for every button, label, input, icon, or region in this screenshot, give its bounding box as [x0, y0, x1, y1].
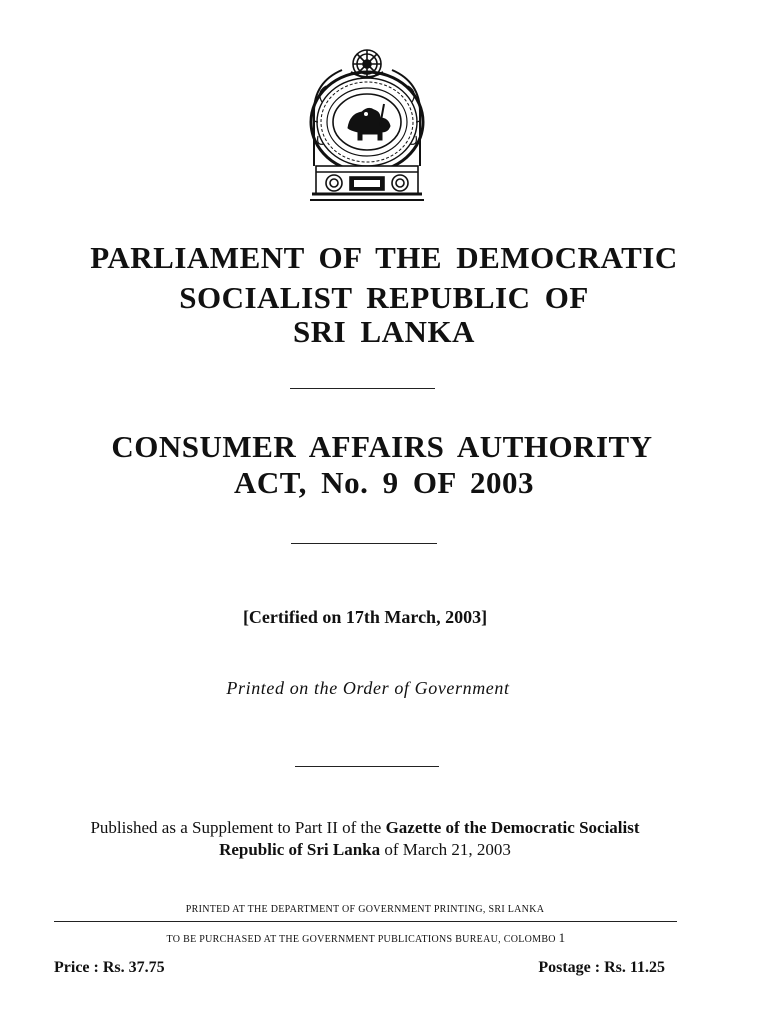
- purchase-note-text: TO BE PURCHASED AT THE GOVERNMENT PUBLICATIONS BUREAU, COLOMBO: [166, 934, 559, 945]
- gazette-name-part-1: Gazette of the Democratic Socialist: [385, 818, 640, 837]
- divider-1: [290, 388, 435, 389]
- divider-2: [291, 543, 437, 544]
- publication-date: of March 21, 2003: [380, 840, 511, 859]
- act-title-line-1: CONSUMER AFFAIRS AUTHORITY: [111, 429, 653, 464]
- certification-date: [Certified on 17th March, 2003]: [242, 607, 488, 627]
- printed-on-order: Printed on the Order of Government: [226, 678, 510, 698]
- publication-note-line-2: [0, 839, 730, 861]
- publication-prefix: Published as a Supplement to Part II of the: [90, 818, 386, 837]
- parliament-heading-line-2: SOCIALIST REPUBLIC OF: [179, 280, 589, 315]
- purchase-note-number: 1: [558, 930, 566, 945]
- publication-note-line-1: [0, 817, 730, 839]
- coat-of-arms-icon: [302, 42, 432, 204]
- act-title-line-2: ACT, No. 9 OF 2003: [234, 465, 534, 500]
- divider-3: [295, 766, 439, 767]
- gazette-name-part-2: Republic of Sri Lanka: [219, 840, 381, 859]
- postage-label: Postage : Rs. 11.25: [538, 959, 665, 976]
- parliament-heading-line-3: SRI LANKA: [293, 314, 475, 349]
- printed-at-note: PRINTED AT THE DEPARTMENT OF GOVERNMENT PRINTING, SRI LANKA: [185, 904, 545, 915]
- price-label: Price : Rs. 37.75: [54, 959, 165, 976]
- parliament-heading-line-1: PARLIAMENT OF THE DEMOCRATIC: [90, 240, 678, 275]
- purchase-note: [0, 931, 732, 947]
- footer-divider: [54, 921, 677, 922]
